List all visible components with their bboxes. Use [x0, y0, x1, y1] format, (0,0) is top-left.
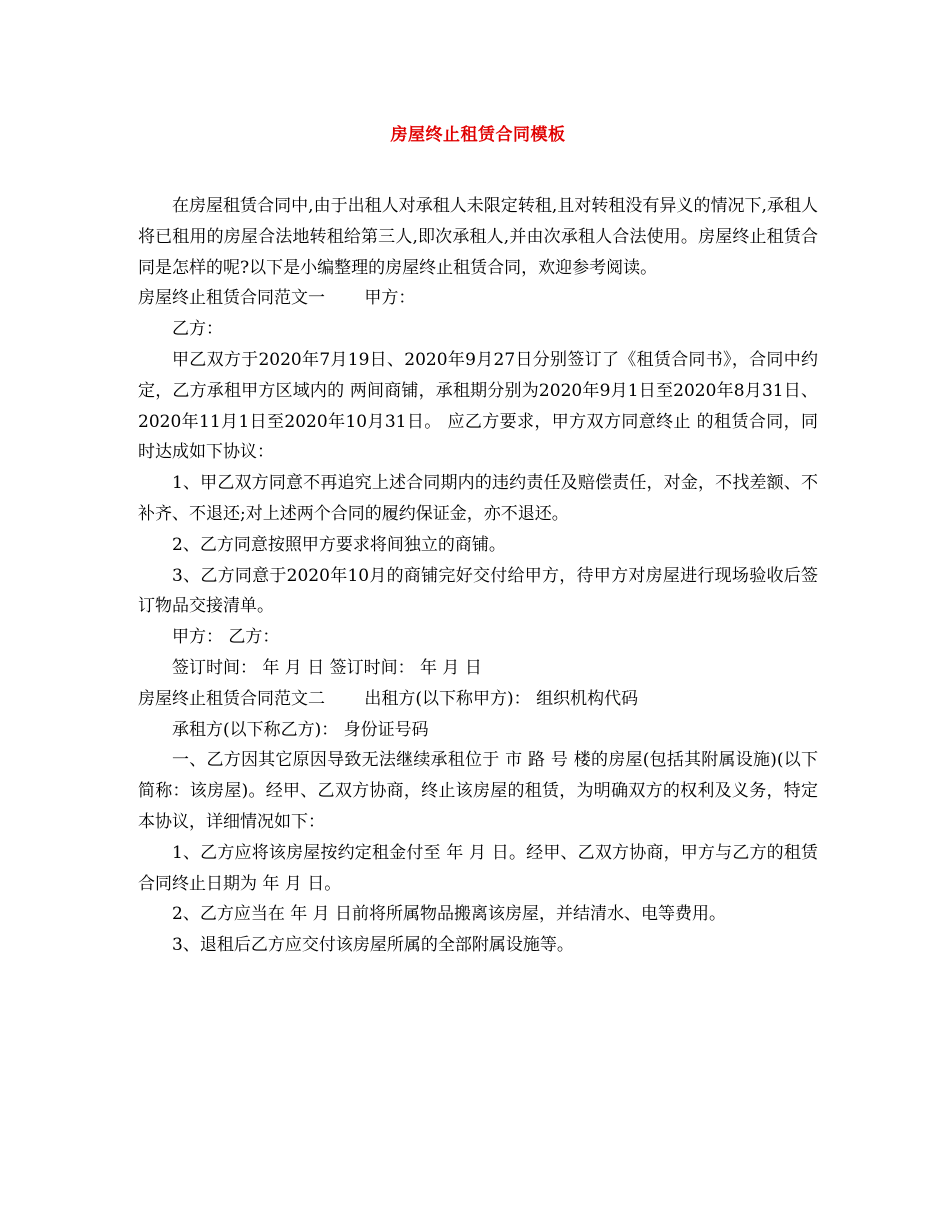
- paragraph: 3、退租后乙方应交付该房屋所属的全部附属设施等。: [172, 935, 574, 956]
- paragraph: 房屋终止租赁合同范文二 出租方(以下称甲方)： 组织机构代码: [138, 688, 639, 709]
- paragraph: 1、乙方应将该房屋按约定租金付至 年 月 日。经甲、乙双方协商，甲方与乙方的租赁合同终止日期为 年 月 日。: [138, 842, 818, 894]
- paragraph: 签订时间： 年 月 日 签订时间： 年 月 日: [172, 657, 482, 678]
- paragraph: 甲乙双方于2020年7月19日、2020年9月27日分别签订了《租赁合同书》，合同中约定，乙方承租甲方区域内的 两间商铺，承租期分别为2020年9月1日至2020年8月31日、2020年11月1日至2020年10月31日。 应乙方要求，甲方双方同意终止 的租赁合同，同时达成如下协议：: [138, 349, 818, 463]
- paragraph: 2、乙方同意按照甲方要求将间独立的商铺。: [172, 534, 506, 555]
- document-body: [138, 191, 818, 961]
- paragraph: 2、乙方应当在 年 月 日前将所属物品搬离该房屋，并结清水、电等费用。: [172, 904, 727, 925]
- document-title: 房屋终止租赁合同模板: [390, 125, 566, 145]
- paragraph: 房屋终止租赁合同范文一 甲方：: [138, 288, 416, 309]
- paragraph: 在房屋租赁合同中,由于出租人对承租人未限定转租,且对转租没有异义的情况下,承租人将已租用的房屋合法地转租给第三人,即次承租人,并由次承租人合法使用。房屋终止租赁合同是怎样的呢?以下是小编整理的房屋终止租赁合同，欢迎参考阅读。: [138, 196, 818, 278]
- paragraph: 乙方：: [172, 319, 223, 340]
- paragraph: 甲方： 乙方：: [172, 627, 280, 648]
- paragraph: 3、乙方同意于2020年10月的商铺完好交付给甲方，待甲方对房屋进行现场验收后签订物品交接清单。: [138, 565, 818, 617]
- paragraph: 承租方(以下称乙方)： 身份证号码: [172, 719, 429, 740]
- paragraph: 1、甲乙双方同意不再追究上述合同期内的违约责任及赔偿责任，对金，不找差额、不补齐、不退还;对上述两个合同的履约保证金，亦不退还。: [138, 473, 818, 524]
- paragraph: 一、乙方因其它原因导致无法继续承租位于 市 路 号 楼的房屋(包括其附属设施)(以下简称：该房屋)。经甲、乙双方协商，终止该房屋的租赁，为明确双方的权利及义务，特定本协议，详细情况如下：: [138, 750, 818, 832]
